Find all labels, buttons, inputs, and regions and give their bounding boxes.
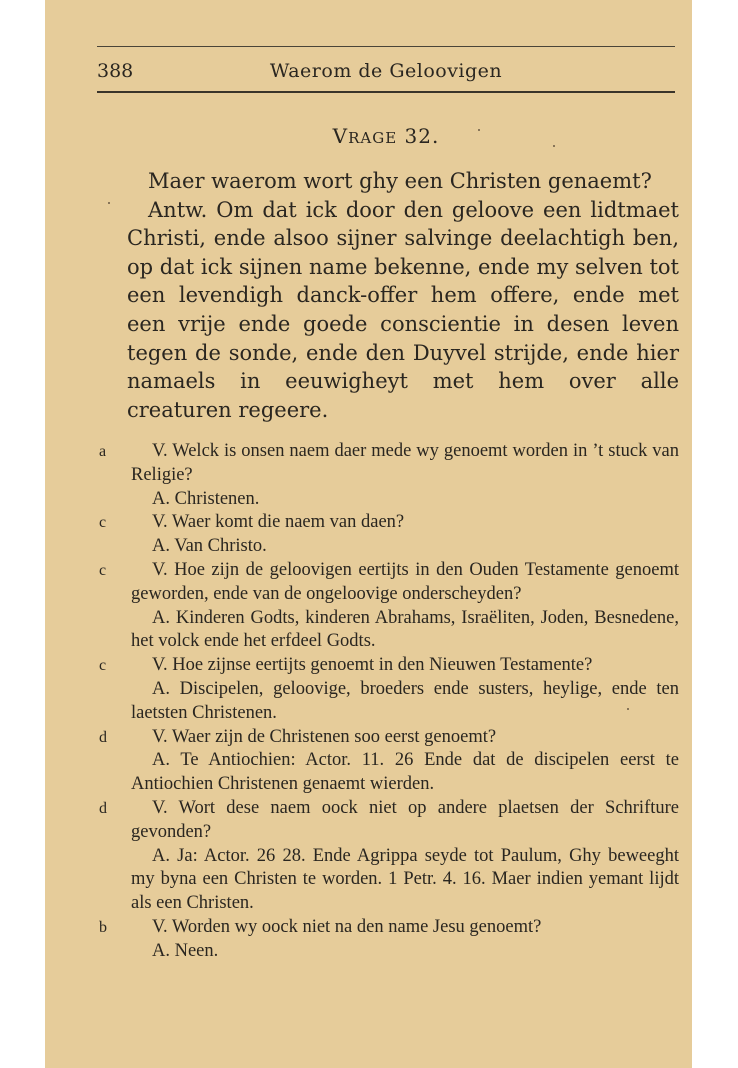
- qa-text: A. Neen.: [152, 940, 219, 961]
- qa-item: [131, 749, 679, 797]
- qa-item: [131, 845, 679, 916]
- running-title: Waerom de Geloovigen: [269, 60, 503, 82]
- qa-item: [99, 440, 679, 488]
- qa-text: V. Hoe zijn de geloovigen eertijts in den Ouden Testamente genoemt geworden, ende van de ongeloovige onderscheyden?: [131, 559, 679, 604]
- section-label-cap: V: [332, 124, 349, 148]
- qa-text: V. Waer komt die naem van daen?: [152, 512, 405, 533]
- qa-text: A. Te Antiochien: Actor. 11. 26 Ende dat de discipelen eerst te Antiochien Christenen genaemt wierden.: [131, 750, 679, 795]
- note-marker: d: [99, 799, 107, 817]
- qa-text: A. Christenen.: [152, 488, 260, 509]
- qa-text: A. Van Christo.: [152, 536, 267, 557]
- page-number: 388: [97, 60, 134, 82]
- section-label-rest: RAGE: [348, 129, 398, 147]
- section-heading: [97, 122, 675, 152]
- qa-item: [99, 797, 679, 845]
- qa-list: [99, 440, 679, 964]
- qa-text: A. Kinderen Godts, kinderen Abrahams, Israëliten, Joden, Besnedene, het volck ende het erfdeel Godts.: [131, 607, 679, 652]
- note-marker: c: [99, 657, 107, 675]
- qa-item: [131, 535, 679, 559]
- main-answer: Antw. Om dat ick door den geloove een lidtmaet Christi, ende alsoo sijner salvinge deelachtigh ben, op dat ick sijnen name bekenne, ende my selven tot een levendigh danck-offer hem offere, ende met een vrije ende goede conscientie in desen leven tegen de sonde, ende den Duyvel strijde, ende hier namaels in eeuwigheyt met hem over alle creaturen regeere.: [127, 197, 679, 422]
- header-rule-bottom: [97, 91, 675, 93]
- header-rule-top: [97, 46, 675, 47]
- qa-item: [99, 511, 679, 535]
- main-text: [127, 167, 679, 424]
- qa-item: [131, 940, 679, 964]
- qa-item: [131, 678, 679, 726]
- qa-item: [99, 654, 679, 678]
- qa-item: [131, 607, 679, 655]
- paper-speck: [478, 129, 480, 131]
- running-header: [97, 58, 675, 84]
- qa-text: V. Worden wy oock niet na den name Jesu genoemt?: [152, 916, 542, 937]
- note-marker: c: [99, 561, 107, 579]
- note-marker: b: [99, 918, 107, 936]
- qa-text: A. Ja: Actor. 26 28. Ende Agrippa seyde tot Paulum, Ghy beweeght my byna een Christen te worden. 1 Petr. 4. 16. Maer indien yemant lijdt als een Christen.: [131, 845, 679, 914]
- qa-item: [99, 559, 679, 607]
- qa-text: V. Welck is onsen naem daer mede wy genoemt worden in ’t stuck van Religie?: [131, 441, 679, 485]
- qa-text: V. Waer zijn de Christenen soo eerst genoemt?: [152, 726, 497, 747]
- main-question: Maer waerom wort ghy een Christen genaemt?: [148, 169, 652, 193]
- qa-text: V. Hoe zijnse eertijts genoemt in den Nieuwen Testamente?: [152, 655, 593, 676]
- qa-item: [99, 726, 679, 750]
- qa-item: [131, 488, 679, 512]
- paper-speck: [627, 708, 629, 710]
- note-marker: a: [99, 443, 107, 460]
- qa-text: V. Wort dese naem oock niet op andere plaetsen der Schrifture gevonden?: [131, 797, 679, 842]
- note-marker: d: [99, 728, 107, 746]
- paper-speck: [108, 202, 110, 204]
- paper-speck: [553, 145, 555, 147]
- section-number: 32.: [404, 124, 440, 148]
- qa-item: [99, 916, 679, 940]
- note-marker: c: [99, 514, 107, 532]
- qa-text: A. Discipelen, geloovige, broeders ende susters, heylige, ende ten laetsten Christenen.: [131, 678, 679, 723]
